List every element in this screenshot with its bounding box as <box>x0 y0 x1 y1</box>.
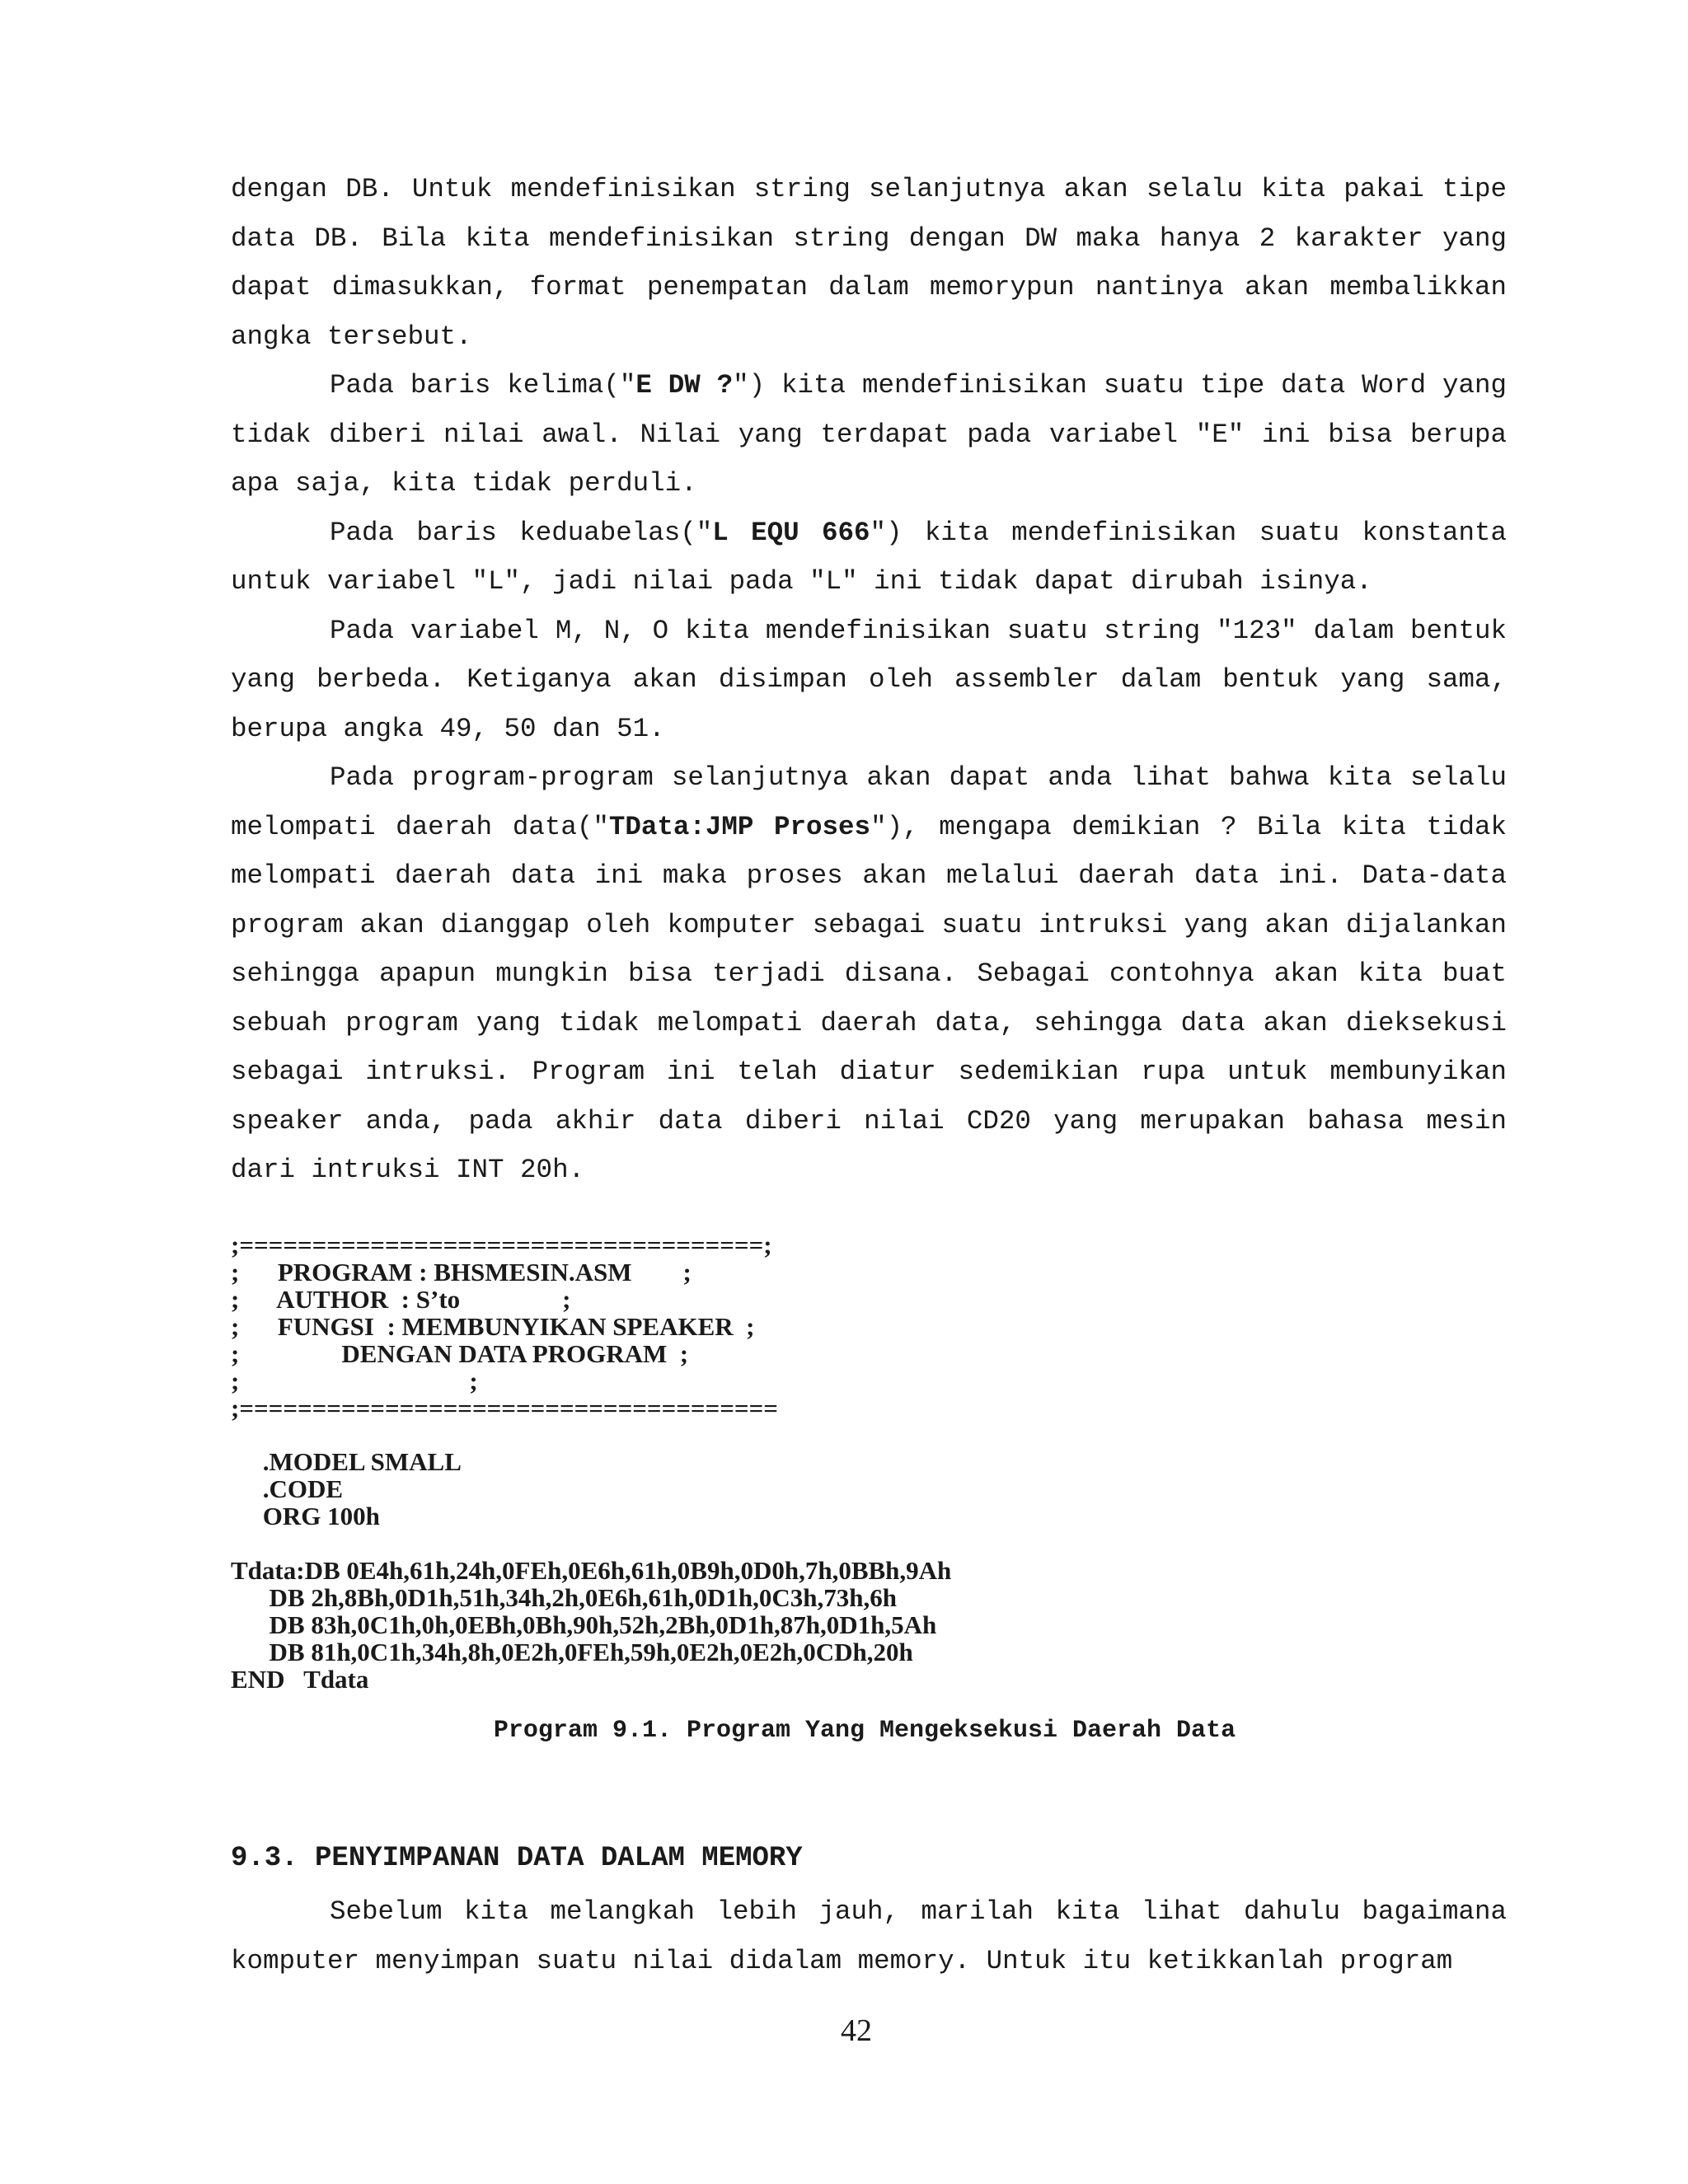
program-listing: .MODEL SMALL .CODE ORG 100h Tdata:DB 0E4h,61h,24h,0FEh,0E6h,61h,0B9h,0D0h,7h,0BBh,9Ah DB 2h,8Bh,0D1h,51h,34h,2h,0E6h,61h,0D1h,0C3h,73h,6h DB 83h,0C1h,0h,0EBh,0Bh,90h,52h,2Bh,0D1h,87h,0D1h,5Ah DB 81h,0C1h,34h,8h,0E2h,0FEh,59h,0E2h,0E2h,0CDh,20h END Tdata <box>231 1447 952 1694</box>
paragraph-6: Sebelum kita melangkah lebih jauh, marilah kita lihat dahulu bagaimana komputer menyimpan suatu nilai didalam memory. Untuk itu ketikkanlah program <box>231 1896 1507 1976</box>
page-number: 42 <box>841 2013 872 2048</box>
paragraph-5: Pada program-program selanjutnya akan dapat anda lihat bahwa kita selalu melompati daerah data("TData:JMP Proses"), mengapa demikian ? Bila kita tidak melompati daerah data ini maka proses akan melalui daerah data ini. Data-data program akan dianggap oleh komputer sebagai suatu intruksi yang akan dijalankan sehingga apapun mungkin bisa terjadi disana. Sebagai contohnya akan kita buat sebuah program yang tidak melompati daerah data, sehingga data akan dieksekusi sebagai intruksi. Program ini telah diatur sedemikian rupa untuk membunyikan speaker anda, pada akhir data diberi nilai CD20 yang merupakan bahasa mesin dari intruksi INT 20h. <box>231 762 1507 1185</box>
paragraph-1: dengan DB. Untuk mendefinisikan string selanjutnya akan selalu kita pakai tipe data DB. Bila kita mendefinisikan string dengan DW maka hanya 2 karakter yang dapat dimasukkan, format penempatan dalam memorypun nantinya akan membalikkan angka tersebut. <box>231 174 1507 352</box>
body-text-bottom <box>231 1887 1507 1985</box>
program-caption: Program 9.1. Program Yang Mengeksekusi Daerah Data <box>493 1717 1236 1745</box>
paragraph-4: Pada variabel M, N, O kita mendefinisikan suatu string "123" dalam bentuk yang berbeda. Ketiganya akan disimpan oleh assembler dalam bentuk yang sama, berupa angka 49, 50 dan 51. <box>231 615 1507 744</box>
program-header-comment: ;====================================; ; PROGRAM : BHSMESIN.ASM ; ; AUTHOR : S’to ; ; FUNGSI : MEMBUNYIKAN SPEAKER ; ; DENGAN DATA PROGRAM ; ; ; ;===================================== <box>231 1230 778 1422</box>
paragraph-3: Pada baris keduabelas("L EQU 666") kita mendefinisikan suatu konstanta untuk variabel "L", jadi nilai pada "L" ini tidak dapat dirubah isinya. <box>231 517 1507 597</box>
body-text-top <box>231 165 1507 1195</box>
section-heading: 9.3. PENYIMPANAN DATA DALAM MEMORY <box>231 1843 803 1874</box>
paragraph-2: Pada baris kelima("E DW ?") kita mendefinisikan suatu tipe data Word yang tidak diberi nilai awal. Nilai yang terdapat pada variabel "E" ini bisa berupa apa saja, kita tidak perduli. <box>231 370 1507 499</box>
